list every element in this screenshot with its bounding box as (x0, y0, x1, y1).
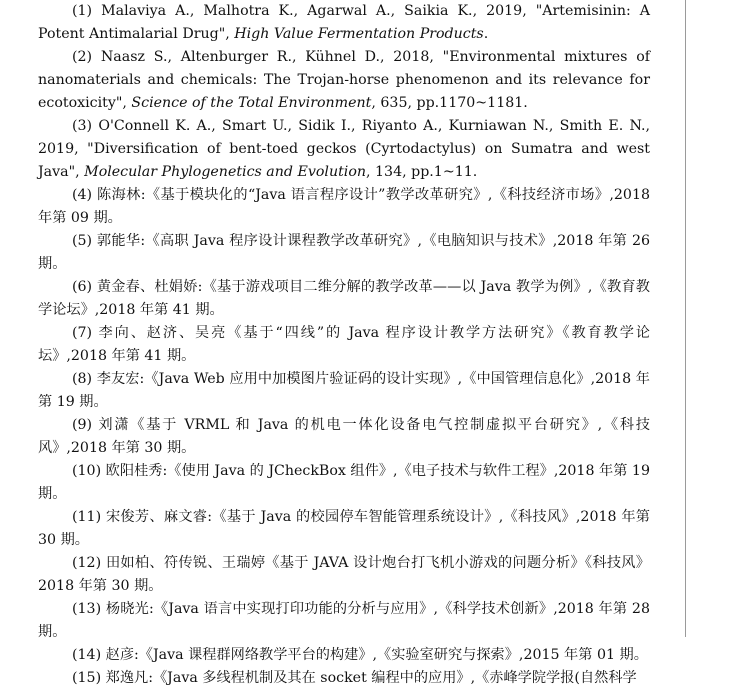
reference-item-4 (38, 184, 650, 230)
reference-item-7 (38, 322, 650, 368)
ref-number: (1) (72, 3, 93, 19)
ref-text: 黄金春、杜娟娇:《基于游戏项目二维分解的教学改革——以 Java 教学为例》,《教育教学论坛》,2018 年第 41 期。 (38, 279, 650, 318)
ref-text: 郭能华:《高职 Java 程序设计课程教学改革研究》,《电脑知识与技术》,2018 年第 26 期。 (38, 233, 650, 272)
ref-text: 杨晓光:《Java 语言中实现打印功能的分析与应用》,《科学技术创新》,2018 年第 28 期。 (38, 601, 650, 640)
ref-number: (12) (72, 555, 102, 571)
reference-item-12 (38, 552, 650, 598)
ref-text: 田如柏、符传锐、王瑞婷《基于 JAVA 设计炮台打飞机小游戏的问题分析》《科技风》2018 年第 30 期。 (38, 555, 650, 594)
reference-item-3 (38, 115, 650, 184)
reference-item-15 (38, 667, 650, 690)
ref-number: (2) (72, 49, 93, 65)
reference-item-8 (38, 368, 650, 414)
ref-text: 欧阳桂秀:《使用 Java 的 JCheckBox 组件》,《电子技术与软件工程》,2018 年第 19 期。 (38, 463, 650, 502)
reference-item-13 (38, 598, 650, 644)
ref-number: (4) (72, 187, 93, 203)
ref-number: (13) (72, 601, 102, 617)
ref-source: Science of the Total Environment (131, 95, 372, 111)
ref-number: (14) (72, 647, 102, 663)
reference-item-6 (38, 276, 650, 322)
ref-text: 郑逸凡:《Java 多线程机制及其在 socket 编程中的应用》,《赤峰学院学报(自然科学 (105, 670, 637, 686)
ref-tail: , 134, pp.1~11. (366, 164, 478, 180)
ref-number: (11) (72, 509, 102, 525)
ref-number: (6) (72, 279, 93, 295)
ref-text: Malaviya A., Malhotra K., Agarwal A., Saikia K., 2019, "Artemisinin: A Potent Antimalarial Drug", (38, 3, 651, 42)
reference-item-1 (38, 0, 650, 46)
ref-text: 宋俊芳、麻文睿:《基于 Java 的校园停车智能管理系统设计》,《科技风》,2018 年第 30 期。 (38, 509, 650, 548)
reference-item-11 (38, 506, 650, 552)
ref-number: (8) (72, 371, 93, 387)
ref-source: High Value Fermentation Products (234, 26, 484, 42)
reference-item-10 (38, 460, 650, 506)
ref-text: 赵彦:《Java 课程群网络教学平台的构建》,《实验室研究与探索》,2015 年第 01 期。 (105, 647, 648, 663)
ref-text: O'Connell K. A., Smart U., Sidik I., Riyanto A., Kurniawan N., Smith E. N., 2019, "Diversification of bent-toed geckos (Cyrtodactylus) on Sumatra and west Java", (38, 118, 650, 180)
ref-number: (5) (72, 233, 93, 249)
ref-text: 刘潇《基于 VRML 和 Java 的机电一体化设备电气控制虚拟平台研究》,《科技风》,2018 年第 30 期。 (38, 417, 650, 456)
ref-number: (10) (72, 463, 102, 479)
ref-number: (3) (72, 118, 93, 134)
ref-text: Naasz S., Altenburger R., Kühnel D., 2018, "Environmental mixtures of nanomaterials and chemicals: The Trojan-horse phenomenon and its relevance for ecotoxicity", (38, 49, 650, 111)
reference-item-9 (38, 414, 650, 460)
page-edge-line (685, 0, 686, 637)
ref-text: 陈海林:《基于模块化的“Java 语言程序设计”教学改革研究》,《科技经济市场》,2018 年第 09 期。 (38, 187, 650, 226)
ref-number: (15) (72, 670, 102, 686)
reference-list (38, 0, 650, 690)
ref-number: (7) (72, 325, 93, 341)
ref-text: 李友宏:《Java Web 应用中加模图片验证码的设计实现》,《中国管理信息化》,2018 年第 19 期。 (38, 371, 650, 410)
ref-source: Molecular Phylogenetics and Evolution (84, 164, 367, 180)
reference-item-14 (38, 644, 650, 667)
ref-tail: , 635, pp.1170~1181. (371, 95, 528, 111)
ref-tail: . (483, 26, 489, 42)
ref-text: 李向、赵济、吴亮《基于“四线”的 Java 程序设计教学方法研究》《教育教学论坛》,2018 年第 41 期。 (38, 325, 650, 364)
ref-number: (9) (72, 417, 93, 433)
reference-item-5 (38, 230, 650, 276)
reference-item-2 (38, 46, 650, 115)
